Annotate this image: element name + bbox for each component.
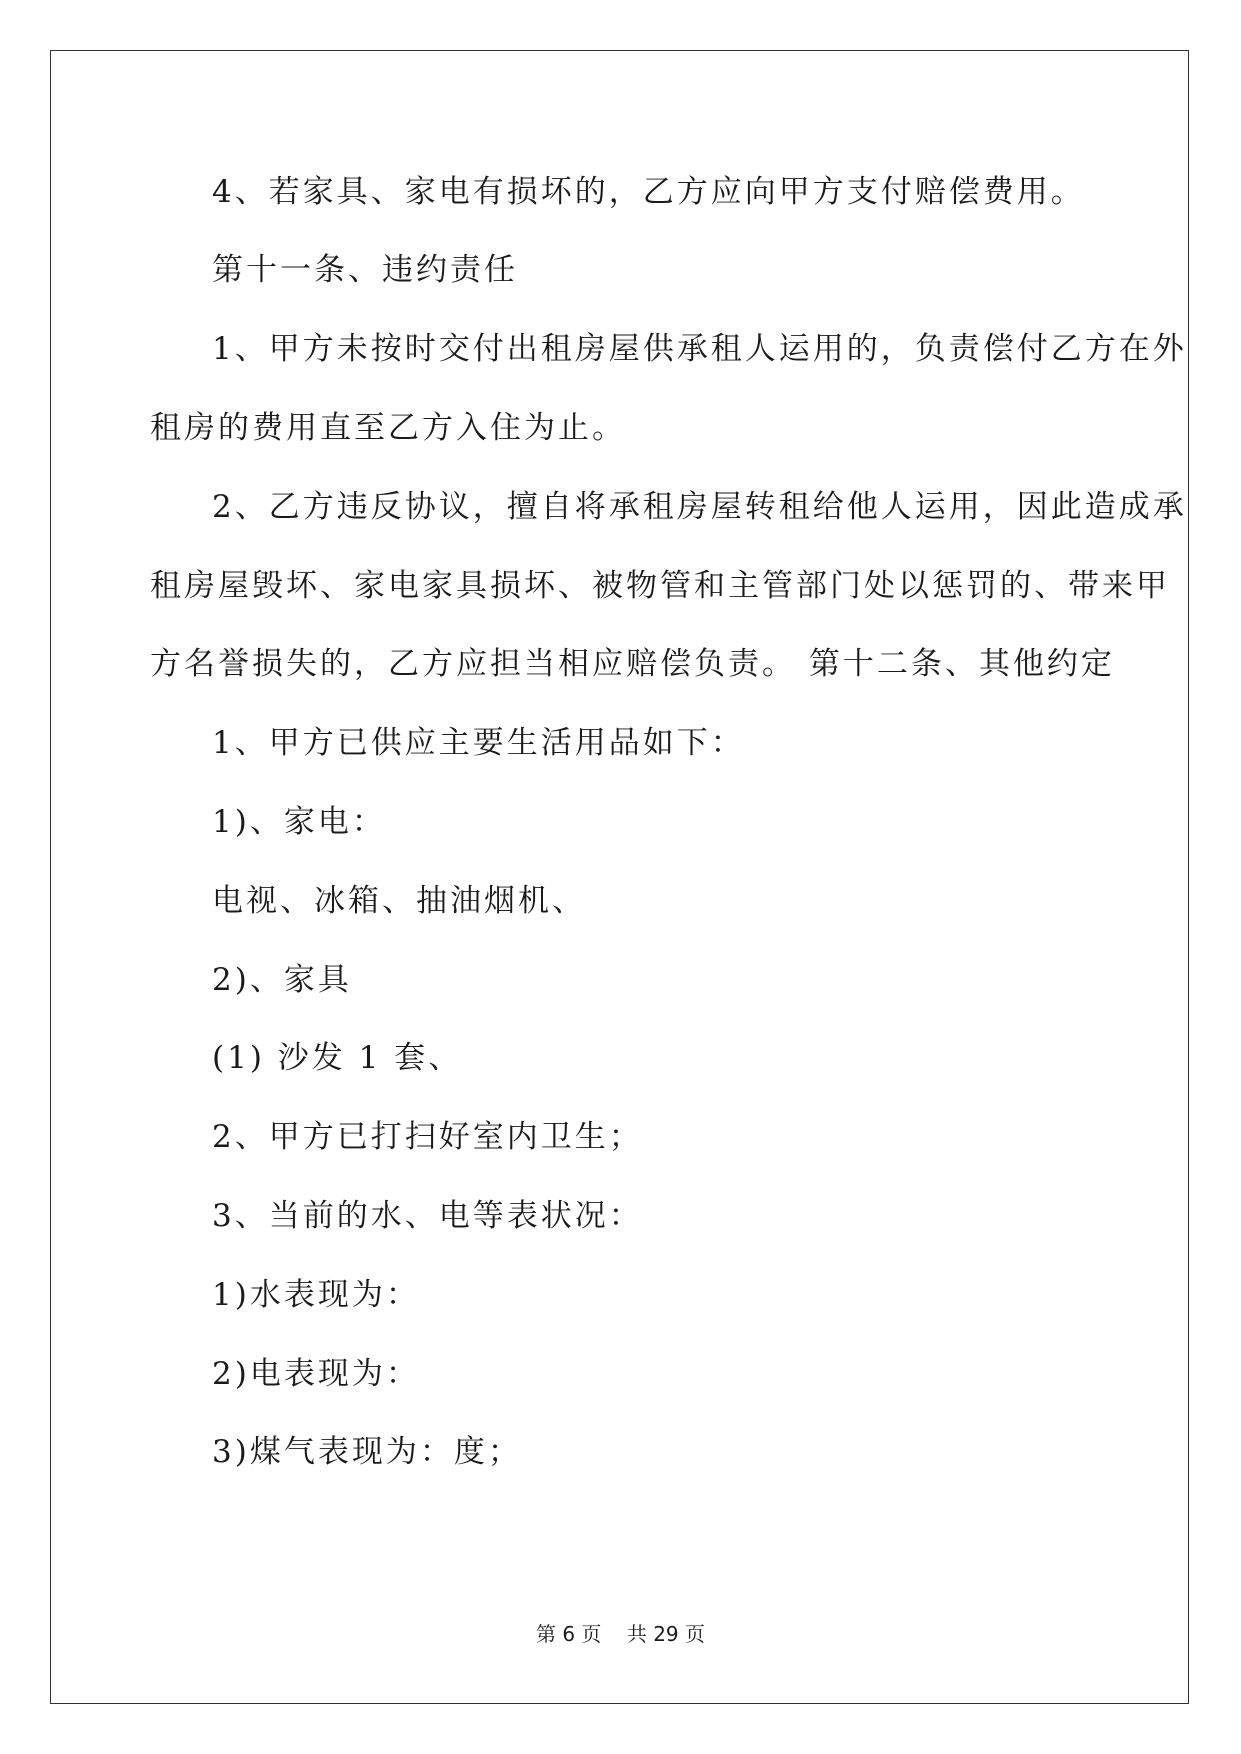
paragraph-line: 方名誉损失的，乙方应担当相应赔偿负责。 第十二条、其他约定 <box>150 646 1115 682</box>
paragraph-line: 4、若家具、家电有损坏的，乙方应向甲方支付赔偿费用。 <box>212 174 1085 210</box>
paragraph-line: 2、乙方违反协议，擅自将承租房屋转租给他人运用，因此造成承 <box>212 489 1187 525</box>
paragraph-line: 1)、家电： <box>212 804 386 840</box>
page-number-footer: 第 6 页 共 29 页 <box>535 1622 706 1646</box>
paragraph-line: 2、甲方已打扫好室内卫生； <box>212 1119 643 1155</box>
paragraph-line: 1、甲方未按时交付出租房屋供承租人运用的，负责偿付乙方在外 <box>212 331 1187 367</box>
paragraph-line: 2)电表现为： <box>212 1356 420 1392</box>
paragraph-line: 1、甲方已供应主要生活用品如下： <box>212 725 745 761</box>
paragraph-line: 租房的费用直至乙方入住为止。 <box>150 410 626 446</box>
paragraph-line: (1) 沙发 1 套、 <box>212 1040 463 1076</box>
section-heading: 第十一条、违约责任 <box>212 252 518 288</box>
paragraph-line: 3)煤气表现为：度； <box>212 1434 522 1470</box>
paragraph-line: 2)、家具 <box>212 962 352 998</box>
paragraph-line: 3、当前的水、电等表状况： <box>212 1198 643 1234</box>
paragraph-line: 电视、冰箱、抽油烟机、 <box>212 883 586 919</box>
paragraph-line: 租房屋毁坏、家电家具损坏、被物管和主管部门处以惩罚的、带来甲 <box>150 568 1170 604</box>
paragraph-line: 1)水表现为： <box>212 1277 420 1313</box>
